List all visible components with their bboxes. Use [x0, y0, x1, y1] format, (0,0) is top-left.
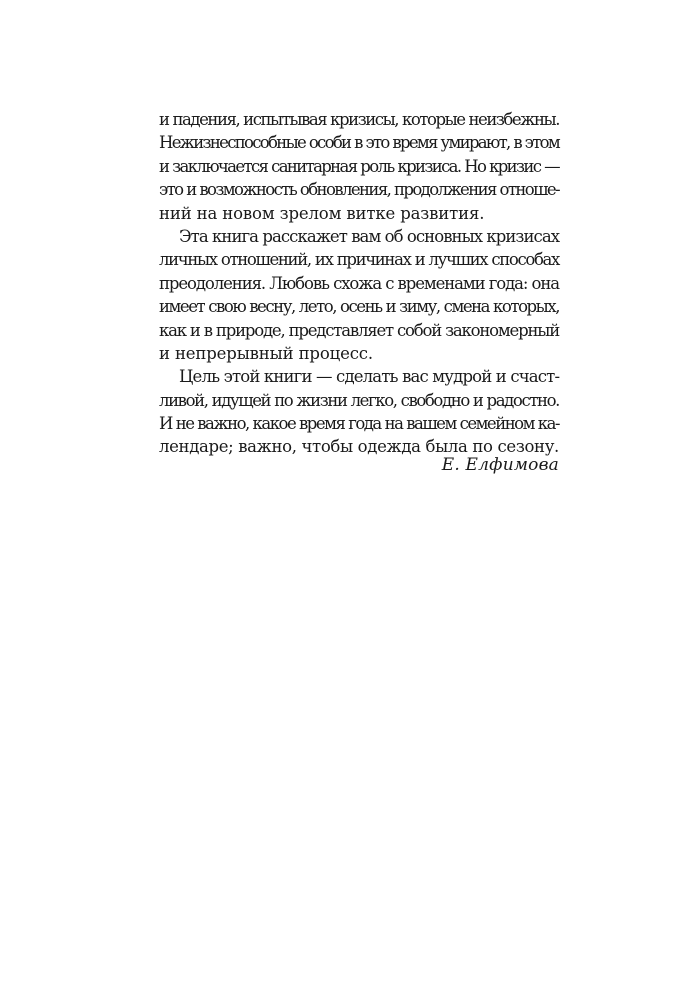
text-line: имеет свою весну, лето, осень и зиму, смена которых, — [159, 297, 559, 317]
text-line: преодоления. Любовь схожа с временами года: она — [159, 273, 559, 293]
text-line: ливой, идущей по жизни легко, свободно и радостно. — [159, 390, 559, 410]
text-line: это и возможность обновления, продолжения отноше- — [159, 180, 559, 200]
text-line: И не важно, какое время года на вашем семейном ка- — [159, 414, 559, 434]
text-line: и падения, испытывая кризисы, которые неизбежны. — [159, 110, 559, 129]
text-line: личных отношений, их причинах и лучших способах — [159, 250, 559, 270]
text-line: как и в природе, представляет собой закономерный — [159, 320, 559, 340]
text-line: лендаре; важно, чтобы одежда была по сезону. — [159, 437, 559, 457]
text-line: Цель этой книги — сделать вас мудрой и счаст- — [179, 367, 560, 387]
text-line: ний на новом зрелом витке развития. — [159, 203, 485, 223]
text-line: и заключается санитарная роль кризиса. Но кризис — — [159, 156, 559, 176]
body-text — [159, 108, 559, 459]
text-line: Нежизнеспособные особи в это время умирают, в этом — [159, 133, 559, 153]
author-signature: Е. Елфимова — [441, 455, 559, 475]
text-line: Эта книга расскажет вам об основных кризисах — [179, 226, 560, 246]
text-line: и непрерывный процесс. — [159, 343, 373, 363]
